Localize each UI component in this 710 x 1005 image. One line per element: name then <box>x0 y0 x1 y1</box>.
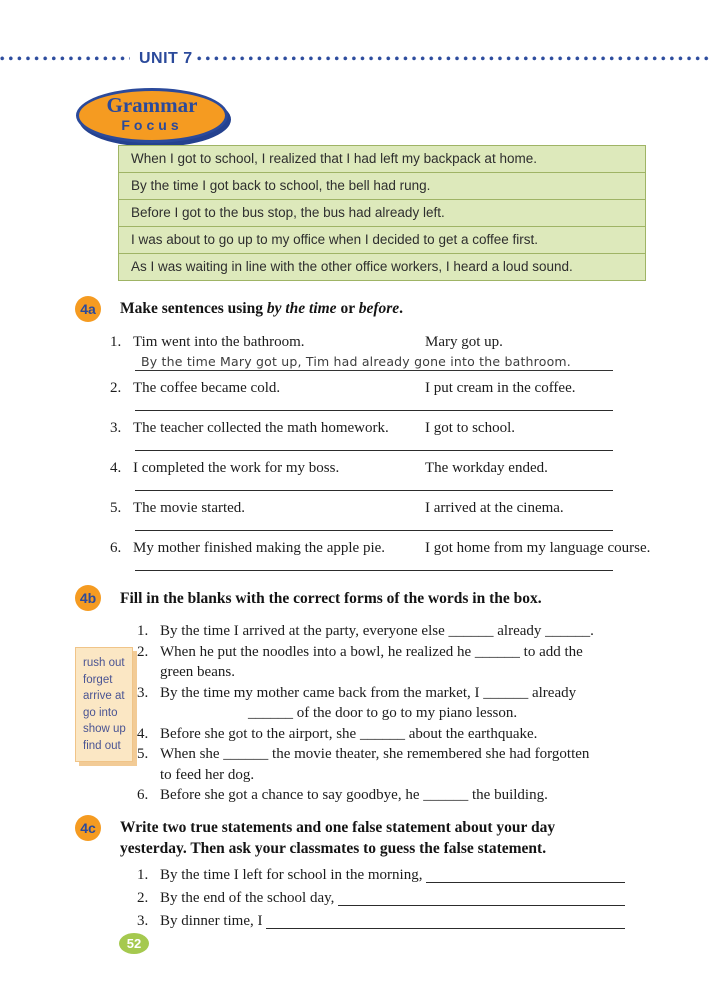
exercise-4b-item <box>137 683 652 724</box>
word-box <box>75 647 133 762</box>
grammar-example-row: When I got to school, I realized that I had left my backpack at home. <box>119 146 645 173</box>
item-right-sentence: Mary got up. <box>425 334 503 350</box>
item-number: 6. <box>137 787 149 803</box>
item-left-sentence: Tim went into the bathroom. <box>133 334 305 350</box>
item-text: By the end of the school day, <box>160 890 335 906</box>
handwritten-answer: By the time Mary got up, Tim had already gone into the bathroom. <box>135 353 613 371</box>
item-line: green beans. <box>160 664 235 680</box>
item-right-sentence: I arrived at the cinema. <box>425 500 564 516</box>
answer-blank-line <box>266 928 625 929</box>
grammar-examples-box <box>118 145 646 281</box>
word-box-item: show up <box>83 723 126 735</box>
item-number: 5. <box>110 500 122 516</box>
exercise-4a-item <box>110 418 655 451</box>
dotted-rule-right <box>197 56 710 61</box>
item-left-sentence: The coffee became cold. <box>133 380 281 396</box>
exercise-4c-item <box>137 864 627 887</box>
item-right-sentence: I got home from my language course. <box>425 540 651 556</box>
grammar-focus-subtitle: Focus <box>121 117 183 133</box>
item-number: 3. <box>137 684 149 701</box>
item-line: to feed her dog. <box>160 766 255 783</box>
page-number-badge: 52 <box>119 933 149 954</box>
item-line: Before she got a chance to say goodbye, he ______ the building. <box>160 787 548 803</box>
exercise-4c-item <box>137 887 627 910</box>
item-left-sentence: The teacher collected the math homework. <box>133 420 389 436</box>
exercise-4c-list <box>137 864 627 933</box>
item-right-sentence: The workday ended. <box>425 460 548 476</box>
exercise-4a-item <box>110 538 655 571</box>
word-box-item: find out <box>83 739 121 752</box>
exercise-4b-list <box>137 621 652 806</box>
title-text: or <box>336 300 359 317</box>
title-line: yesterday. Then ask your classmates to guess the false statement. <box>120 840 547 857</box>
item-number: 5. <box>137 746 149 762</box>
grammar-example-row: Before I got to the bus stop, the bus had already left. <box>119 200 645 227</box>
word-box-item: forget <box>83 673 113 686</box>
grammar-focus-title: Grammar <box>106 93 198 117</box>
item-left-sentence: I completed the work for my boss. <box>133 460 340 476</box>
item-left-sentence: The movie started. <box>133 500 246 516</box>
item-number: 4. <box>137 725 149 742</box>
exercise-4a-item <box>110 498 655 531</box>
grammar-example-row: By the time I got back to school, the bell had rung. <box>119 173 645 200</box>
grammar-example-row: As I was waiting in line with the other office workers, I heard a loud sound. <box>119 254 645 280</box>
exercise-4a-item <box>110 458 655 491</box>
title-line: Write two true statements and one false statement about your day <box>120 819 556 836</box>
exercise-4a-list <box>110 332 655 578</box>
item-number: 2. <box>110 380 122 396</box>
item-number: 1. <box>110 334 122 350</box>
item-right-sentence: I put cream in the coffee. <box>425 380 576 396</box>
answer-blank-line <box>338 905 625 906</box>
exercise-4b-item <box>137 642 652 683</box>
item-right-sentence: I got to school. <box>425 420 515 436</box>
answer-blank-line <box>135 530 613 531</box>
exercise-4c-item <box>137 910 627 933</box>
item-line: By the time my mother came back from the market, I ______ already <box>160 684 577 701</box>
exercise-4b-item <box>137 724 652 745</box>
answer-blank-line <box>135 410 613 411</box>
section-4b-title: Fill in the blanks with the correct forms of the words in the box. <box>120 590 542 607</box>
item-left-sentence: My mother finished making the apple pie. <box>133 540 386 556</box>
word-box-item: rush out <box>83 657 125 669</box>
exercise-4a-item <box>110 332 655 371</box>
section-4a-badge: 4a <box>75 296 101 322</box>
section-4a-title <box>120 298 640 319</box>
item-number: 1. <box>137 623 149 639</box>
unit-label: UNIT 7 <box>139 50 193 67</box>
item-number: 4. <box>110 460 122 476</box>
title-text: . <box>399 300 404 317</box>
answer-blank-line <box>135 490 613 491</box>
item-line: When she ______ the movie theater, she remembered she had forgotten <box>160 746 590 762</box>
section-4c-badge: 4c <box>75 815 101 841</box>
item-number: 2. <box>137 890 149 906</box>
title-italic: before <box>358 300 400 317</box>
title-italic: by the time <box>266 300 337 317</box>
item-line: By the time I arrived at the party, everyone else ______ already ______. <box>160 623 594 639</box>
grammar-focus-badge <box>76 88 228 143</box>
exercise-4b-item <box>137 744 652 785</box>
exercise-4b-item <box>137 785 652 806</box>
item-text: By the time I left for school in the morning, <box>160 867 423 883</box>
word-box-item: go into <box>83 706 118 719</box>
exercise-4b-item <box>137 621 652 642</box>
exercise-4a-item <box>110 378 655 411</box>
answer-blank-line <box>426 882 625 883</box>
item-number: 3. <box>137 913 149 929</box>
grammar-example-row: I was about to go up to my office when I decided to get a coffee first. <box>119 227 645 254</box>
answer-blank-line <box>135 450 613 451</box>
item-line: ______ of the door to go to my piano lesson. <box>248 705 518 721</box>
item-number: 1. <box>137 867 149 883</box>
item-number: 3. <box>110 420 122 436</box>
answer-blank-line <box>135 570 613 571</box>
item-text: By dinner time, I <box>160 913 263 929</box>
section-4b-badge: 4b <box>75 585 101 611</box>
item-number: 6. <box>110 540 122 556</box>
word-box-item: arrive at <box>83 690 125 702</box>
dotted-rule-left <box>0 56 130 61</box>
section-4c-title <box>120 817 625 859</box>
item-number: 2. <box>137 643 149 660</box>
item-line: When he put the noodles into a bowl, he realized he ______ to add the <box>160 643 583 660</box>
item-line: Before she got to the airport, she ______ about the earthquake. <box>160 725 538 742</box>
title-text: Make sentences using <box>120 300 267 317</box>
